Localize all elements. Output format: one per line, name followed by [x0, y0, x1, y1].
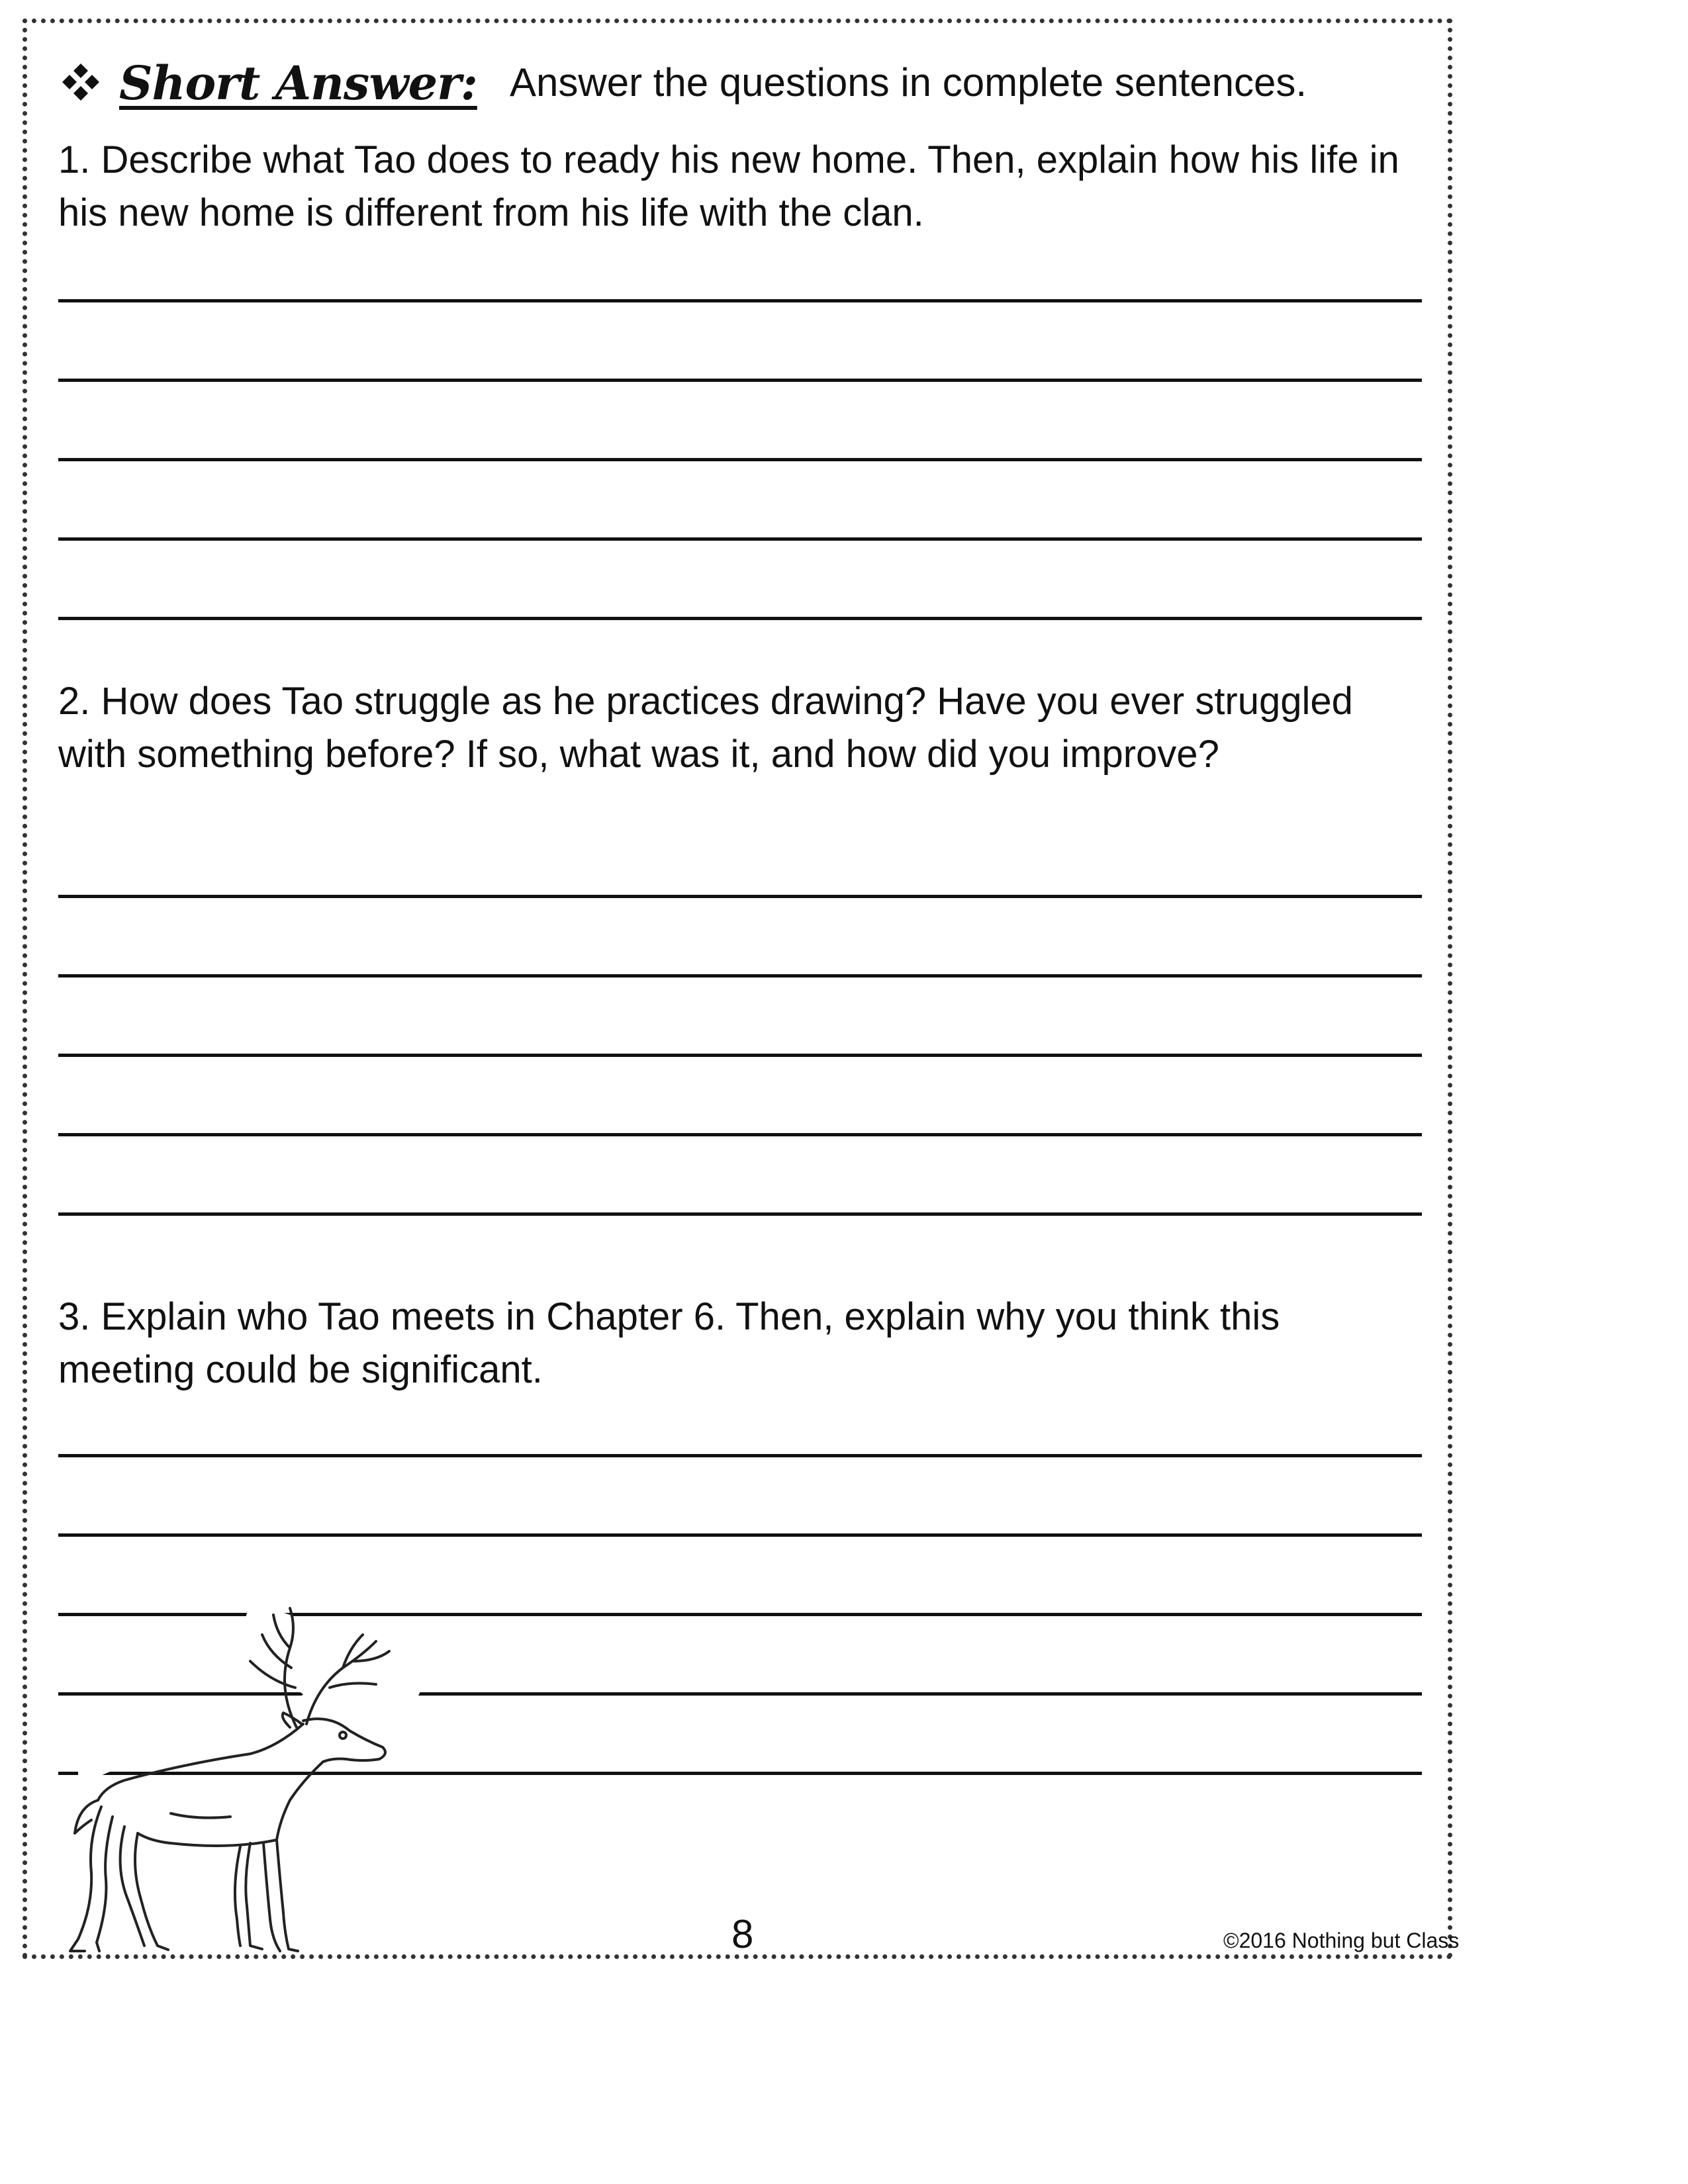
answer-line[interactable]: [58, 617, 1422, 620]
question-1: 1. Describe what Tao does to ready his new home. Then, explain how his life in his new home is different from his life with the clan.: [58, 138, 1399, 234]
question-3: 3. Explain who Tao meets in Chapter 6. Then, explain why you think this meeting could be significant.: [58, 1295, 1280, 1391]
answer-line[interactable]: [58, 1133, 1422, 1136]
answer-line[interactable]: [58, 895, 1422, 898]
section-title: Short Answer:: [119, 56, 477, 111]
four-diamond-bullet-icon: [61, 62, 101, 102]
answer-line[interactable]: [58, 458, 1422, 461]
answer-line[interactable]: [58, 1212, 1422, 1216]
page-number: 8: [731, 1912, 754, 1956]
answer-line[interactable]: [58, 974, 1422, 978]
answer-line[interactable]: [58, 1454, 1422, 1457]
answer-line[interactable]: [58, 379, 1422, 382]
answer-line[interactable]: [58, 1054, 1422, 1057]
answer-line[interactable]: [58, 537, 1422, 541]
deer-illustration: [52, 1588, 422, 1959]
section-instructions: Answer the questions in complete sentences.: [510, 60, 1307, 105]
question-2: 2. How does Tao struggle as he practices drawing? Have you ever struggled with something before? If so, what was it, and how did you improve?: [58, 680, 1353, 776]
section-header: [61, 56, 1385, 115]
copyright-notice: ©2016 Nothing but Class: [1223, 1929, 1460, 1952]
answer-line[interactable]: [58, 1533, 1422, 1537]
answer-line[interactable]: [58, 299, 1422, 302]
